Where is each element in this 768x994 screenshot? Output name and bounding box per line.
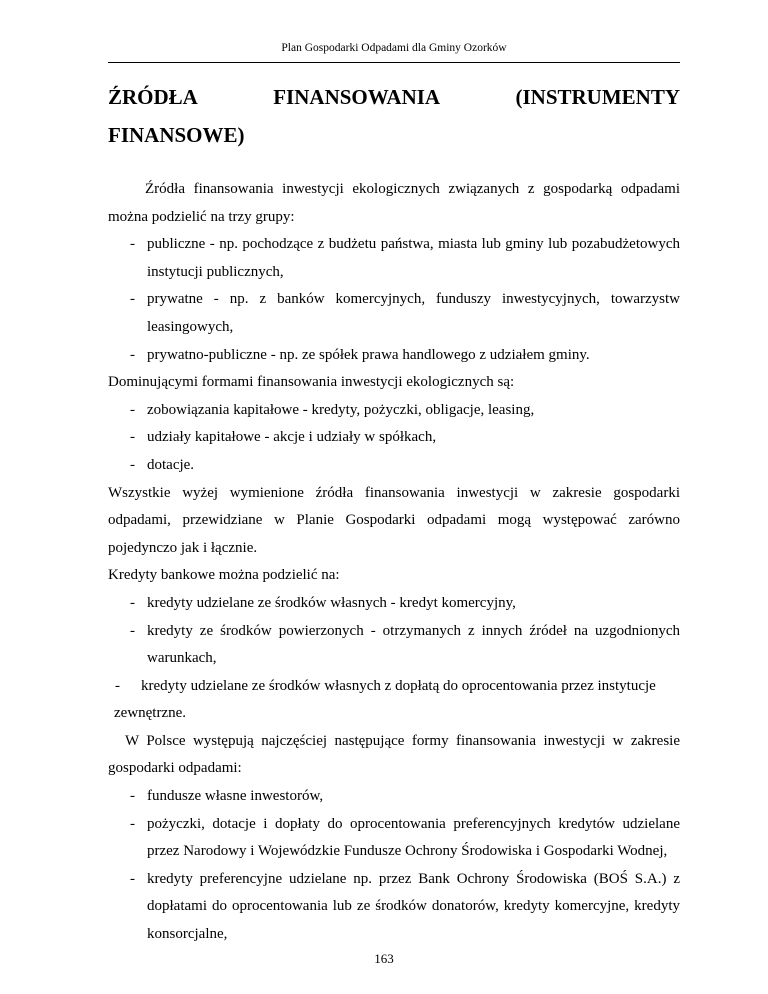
- bullet: -: [115, 677, 120, 694]
- title-word: (INSTRUMENTY: [515, 85, 680, 109]
- funding-forms-list: [108, 397, 680, 480]
- list-item: - publiczne - np. pochodzące z budżetu państwa, miasta lub gminy lub pozabudżetowych instytucji publicznych,: [108, 231, 680, 286]
- poland-forms-list: [108, 783, 680, 949]
- list-item: - kredyty udzielane ze środków własnych z dopłatą do oprocentowania przez instytucje zewnętrzne.: [108, 673, 680, 728]
- title-word: ŹRÓDŁA: [108, 85, 197, 109]
- intro-paragraph: Źródła finansowania inwestycji ekologicznych związanych z gospodarką odpadami można podzielić na trzy grupy:: [108, 181, 680, 225]
- list-item: - pożyczki, dotacje i dopłaty do oprocentowania preferencyjnych kredytów udzielane przez Narodowy i Wojewódzkie Fundusze Ochrony Środowiska i Gospodarki Wodnej,: [108, 811, 680, 866]
- bullet: -: [130, 622, 135, 639]
- bullet: -: [130, 236, 135, 253]
- list-item: - fundusze własne inwestorów,: [108, 783, 680, 811]
- list-item: - zobowiązania kapitałowe - kredyty, pożyczki, obligacje, leasing,: [108, 397, 680, 425]
- section-title-line-2: FINANSOWE): [108, 123, 245, 147]
- forms-intro: Dominującymi formami finansowania inwestycji ekologicznych są:: [108, 374, 515, 391]
- page-number: 163: [374, 951, 394, 966]
- section-title-line-1: [108, 78, 680, 116]
- list-item: - kredyty preferencyjne udzielane np. przez Bank Ochrony Środowiska (BOŚ S.A.) z dopłatami do oprocentowania lub ze środków donatorów, kredyty komercyjne, kredyty konsorcjalne,: [108, 866, 680, 949]
- title-word: FINANSOWANIA: [273, 85, 439, 109]
- bullet: -: [130, 788, 135, 805]
- credits-list: [108, 590, 680, 673]
- list-item: - prywatno-publiczne - np. ze spółek prawa handlowego z udziałem gminy.: [108, 342, 680, 370]
- list-item: - kredyty udzielane ze środków własnych - kredyt komercyjny,: [108, 590, 680, 618]
- credits-intro: Kredyty bankowe można podzielić na:: [108, 567, 340, 584]
- list-item: - prywatne - np. z banków komercyjnych, funduszy inwestycyjnych, towarzystw leasingowych,: [108, 286, 680, 341]
- list-item: - udziały kapitałowe - akcje i udziały w spółkach,: [108, 424, 680, 452]
- funding-groups-list: [108, 231, 680, 369]
- bullet: -: [130, 291, 135, 308]
- bullet: -: [130, 346, 135, 363]
- bullet: -: [130, 429, 135, 446]
- running-header: Plan Gospodarki Odpadami dla Gminy Ozorków: [281, 42, 507, 54]
- bullet: -: [130, 401, 135, 418]
- bullet: -: [130, 594, 135, 611]
- list-item: - dotacje.: [108, 452, 680, 480]
- bullet: -: [130, 815, 135, 832]
- bullet: -: [130, 456, 135, 473]
- poland-intro: W Polsce występują najczęściej następujące formy finansowania inwestycji w zakresie gospodarki odpadami:: [108, 732, 680, 777]
- summary-paragraph: Wszystkie wyżej wymienione źródła finansowania inwestycji w zakresie gospodarki odpadami, przewidziane w Planie Gospodarki odpadami mogą występować zarówno pojedynczo jak i łącznie.: [108, 484, 680, 556]
- list-item: - kredyty ze środków powierzonych - otrzymanych z innych źródeł na uzgodnionych warunkach,: [108, 618, 680, 673]
- page-content: [108, 78, 680, 949]
- header-rule: [108, 62, 680, 63]
- bullet: -: [130, 870, 135, 887]
- credits-list-last: [108, 673, 680, 728]
